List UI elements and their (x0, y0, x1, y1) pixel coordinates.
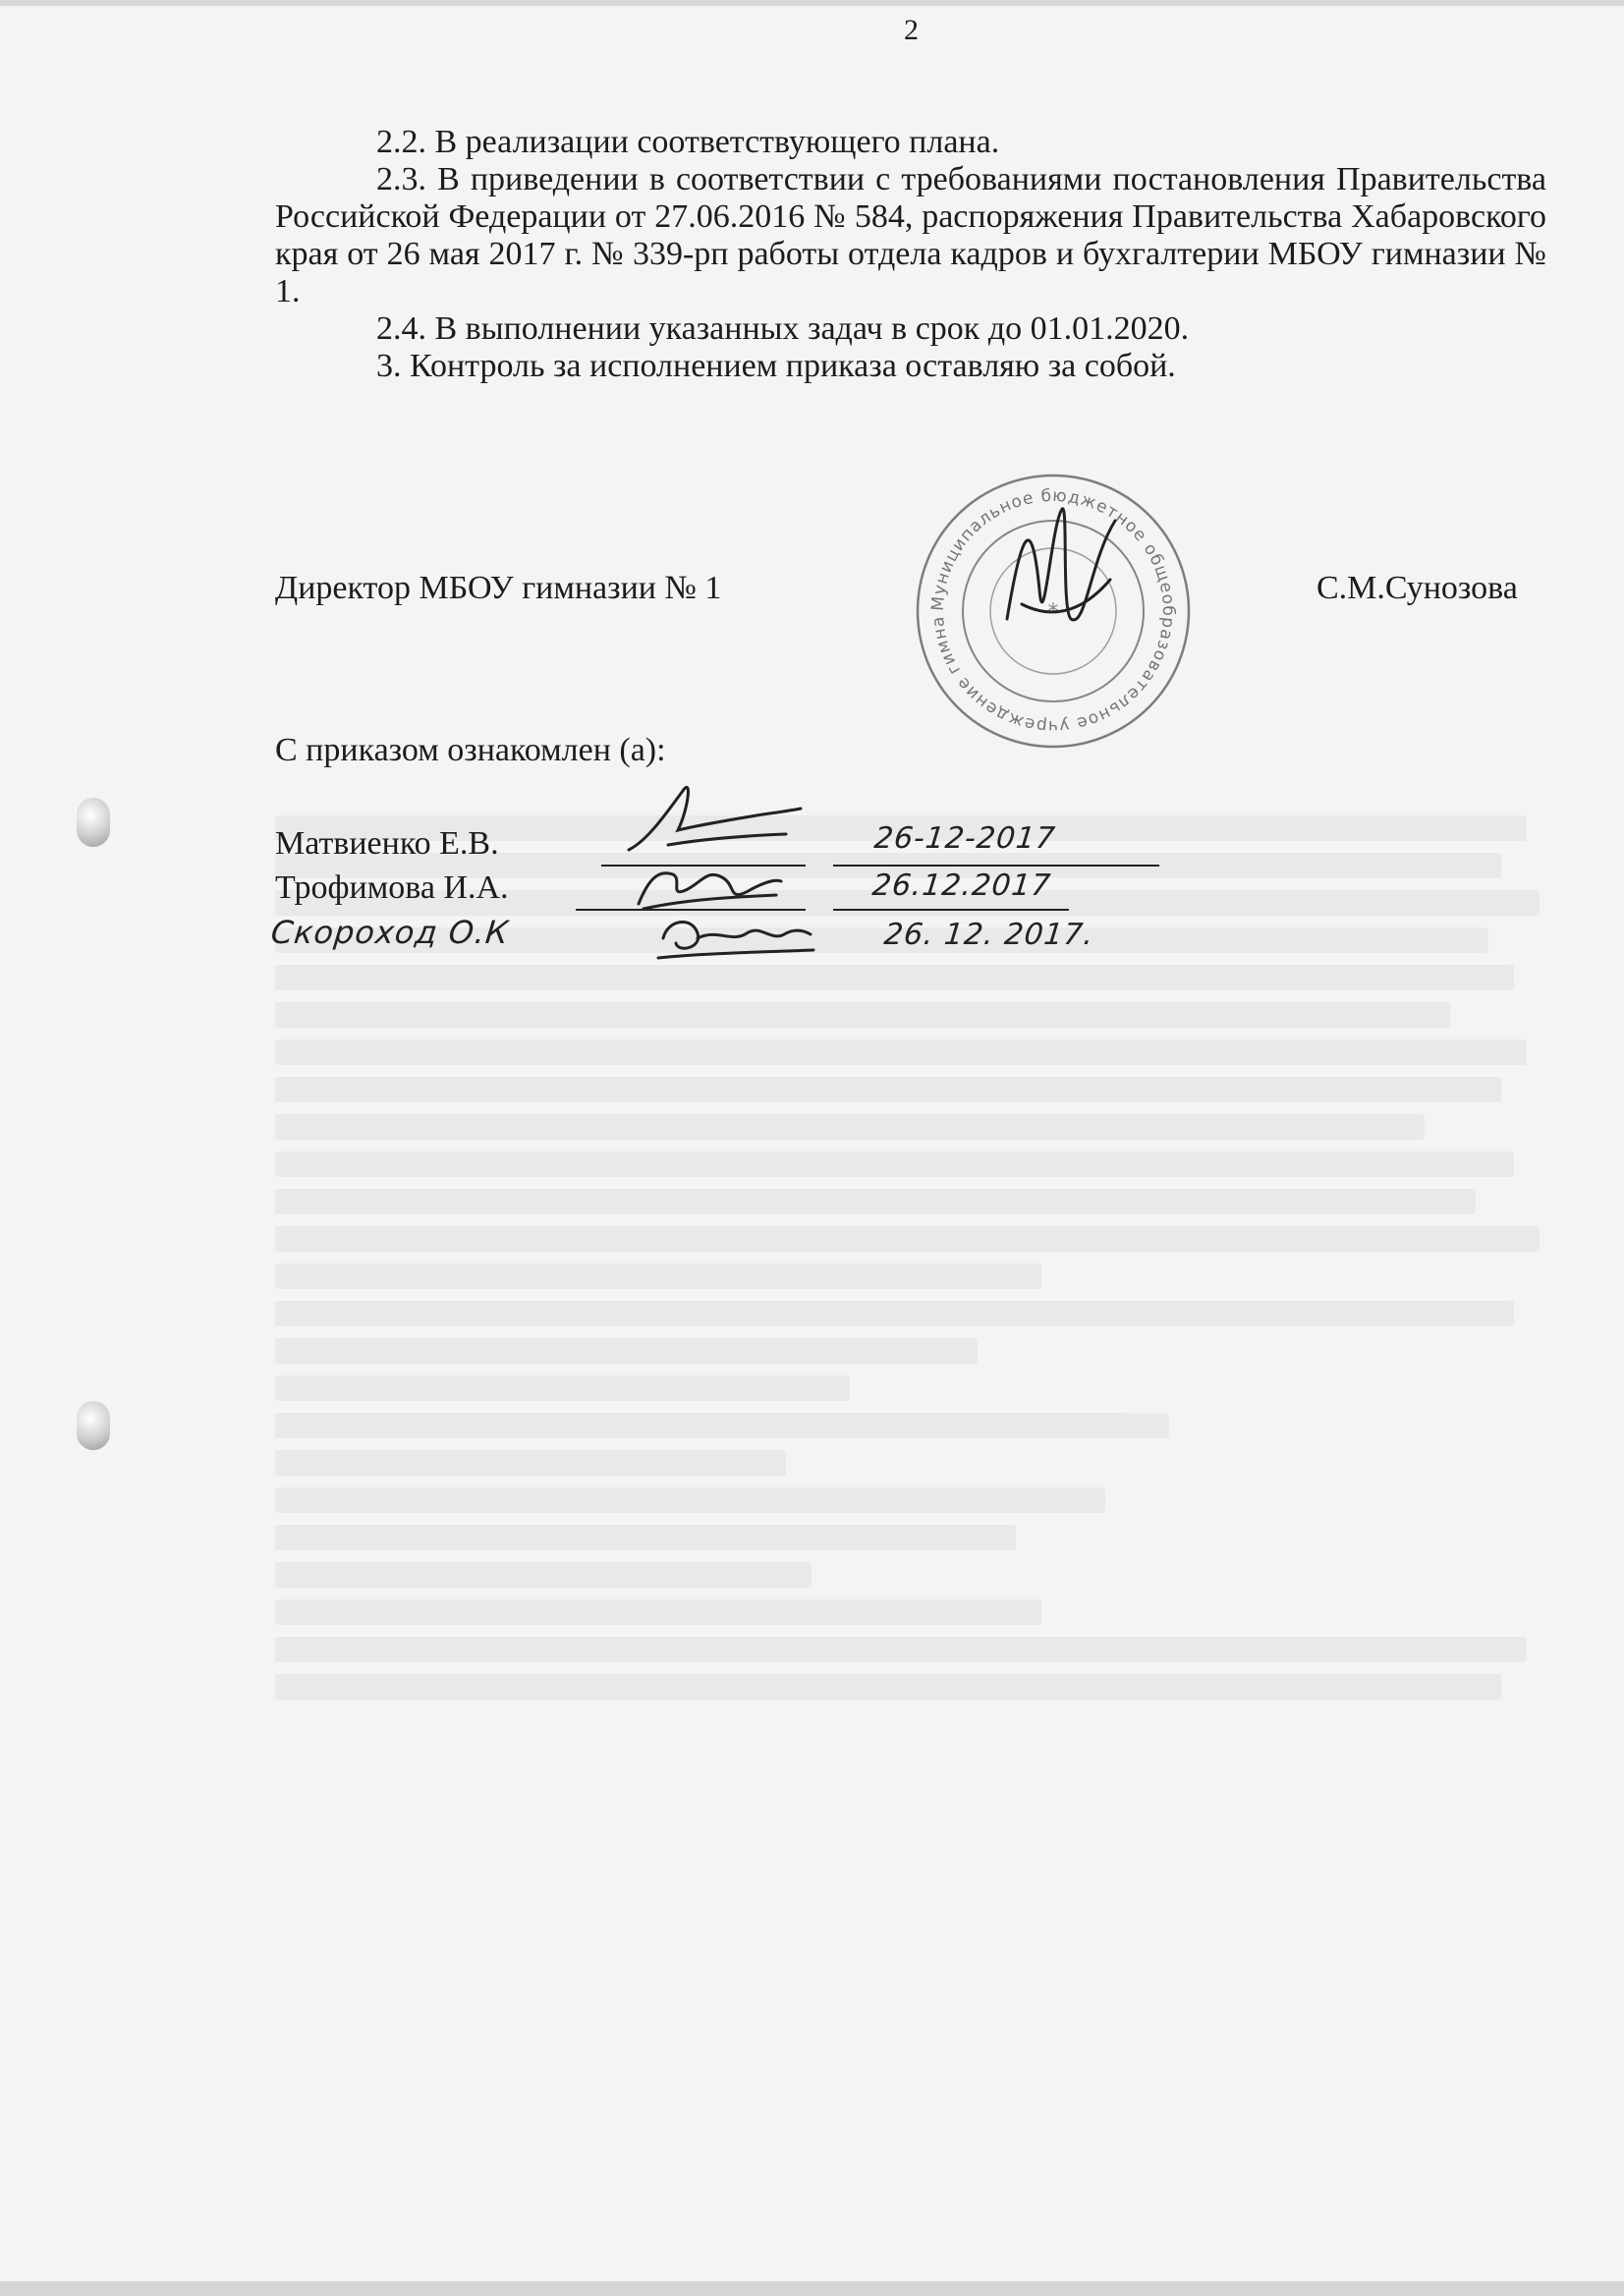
svg-text:*: * (1047, 600, 1059, 625)
acknowledgement-heading: С приказом ознакомлен (а): (275, 732, 666, 768)
acknowledger-name: Матвиенко Е.В. (275, 825, 499, 862)
date-line (833, 909, 1069, 911)
paragraph-2-4: 2.4. В выполнении указанных задач в срок до 01.01.2020. (376, 310, 1190, 347)
scan-top-edge (0, 0, 1624, 6)
paragraph-2-2: 2.2. В реализации соответствующего плана. (376, 124, 1000, 160)
order-body (275, 124, 1546, 385)
handwritten-signature (609, 771, 806, 865)
punch-hole (77, 798, 110, 847)
page-number: 2 (904, 14, 919, 46)
handwritten-signature (648, 909, 815, 968)
paragraph-3: 3. Контроль за исполнением приказа оставляю за собой. (376, 348, 1176, 384)
punch-hole (77, 1401, 110, 1450)
official-stamp-seal (904, 457, 1193, 751)
acknowledger-name: Трофимова И.А. (275, 869, 509, 906)
scan-bottom-edge (0, 2281, 1624, 2296)
signature-date: 26-12-2017 (872, 821, 1058, 856)
date-line (833, 865, 1159, 867)
paragraph-2-3: 2.3. В приведении в соответствии с требованиями постановления Правительства Российской Федерации от 27.06.2016 № 584, распоряжения Правительства Хабаровского края от 26 мая 2017 г. № 339-рп работы отдела кадров и бухгалтерии МБОУ гимназии № 1. (275, 161, 1546, 309)
signature-date: 26. 12. 2017. (882, 918, 1096, 952)
stamp-text: Муниципальное бюджетное общеобразовательное учреждение гимназия № 1 городского округа Хабаровск (904, 457, 1179, 737)
acknowledger-name-handwritten: Скороход О.К (269, 914, 512, 951)
signature-date: 26.12.2017 (870, 868, 1053, 903)
director-position: Директор МБОУ гимназии № 1 (275, 570, 722, 606)
director-name: С.М.Сунозова (1316, 570, 1518, 606)
